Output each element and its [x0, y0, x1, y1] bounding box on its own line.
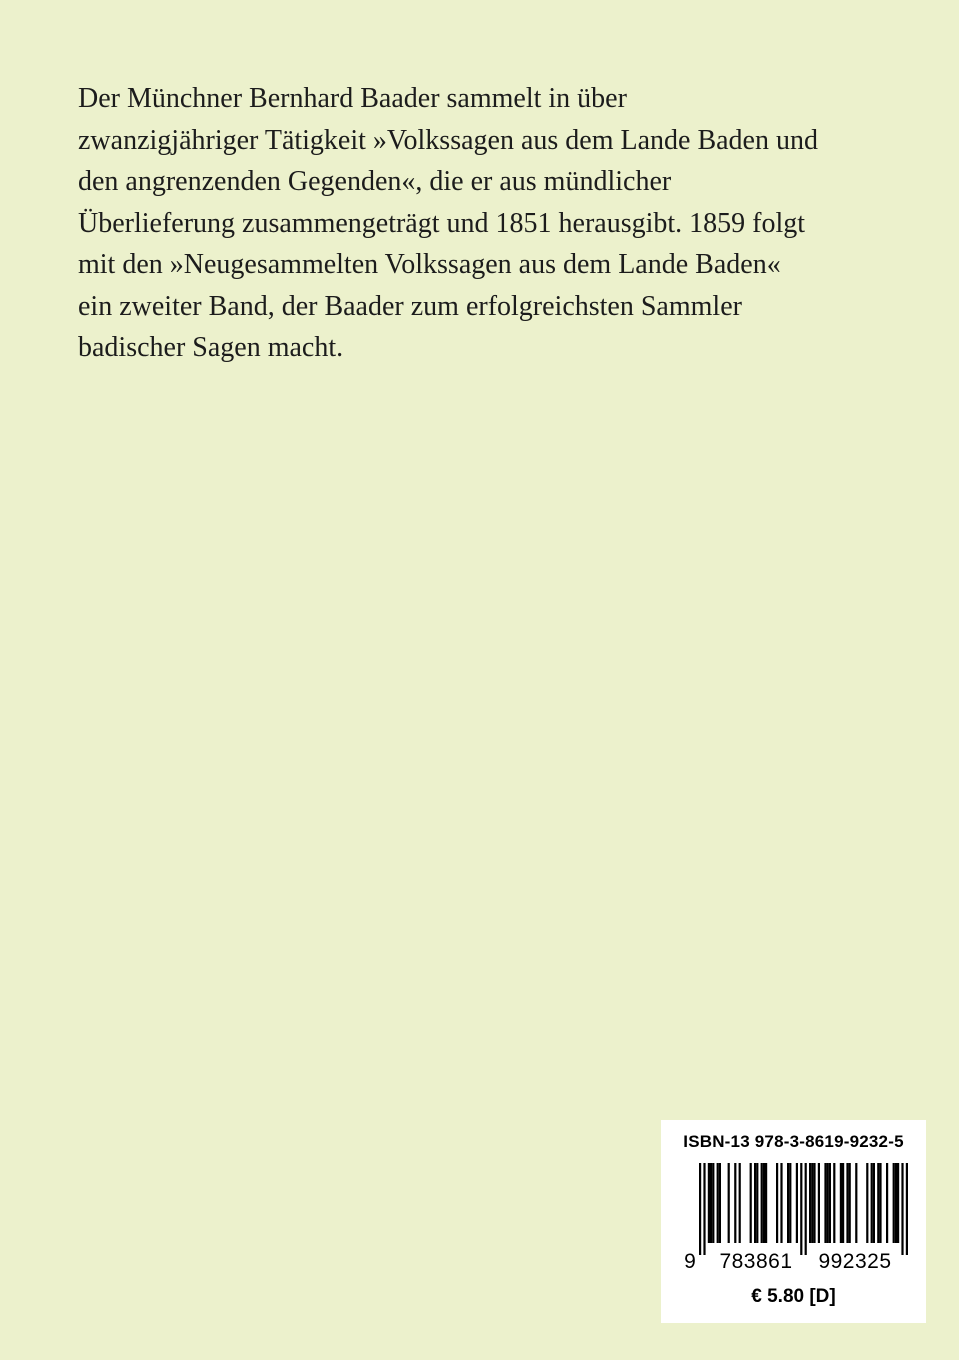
barcode-bar: [750, 1163, 752, 1243]
barcode-bar: [840, 1163, 842, 1243]
barcode-bar: [879, 1163, 881, 1243]
blurb-text: [78, 78, 918, 369]
barcode-bar: [811, 1163, 813, 1243]
barcode-bar: [829, 1163, 831, 1243]
barcode-bar: [728, 1163, 730, 1243]
barcode-bar: [756, 1163, 758, 1243]
barcode-bar: [776, 1163, 778, 1243]
barcode-bar: [710, 1163, 712, 1243]
barcode-digits-right: 992325: [818, 1250, 892, 1273]
price-label: € 5.80 [D]: [751, 1286, 836, 1307]
barcode-bar: [818, 1163, 820, 1243]
barcode-bar: [805, 1163, 807, 1255]
barcode-bar: [763, 1163, 765, 1243]
barcode-bar: [866, 1163, 868, 1243]
barcode-bar: [717, 1163, 719, 1243]
barcode-bar: [703, 1163, 705, 1255]
barcode-bars: [661, 1120, 926, 1280]
barcode-digits-left: 783861: [719, 1250, 793, 1273]
barcode-bar: [886, 1163, 888, 1243]
barcode-bar: [827, 1163, 829, 1243]
barcode-bar: [897, 1163, 899, 1243]
barcode-bar: [809, 1163, 811, 1243]
barcode-bar: [895, 1163, 897, 1243]
barcode-bar: [708, 1163, 710, 1243]
barcode-bar: [813, 1163, 815, 1243]
blurb-line: zwanzigjähriger Tätigkeit »Volkssagen aus dem Lande Baden und: [78, 124, 818, 156]
barcode-bar: [855, 1163, 857, 1243]
barcode-bar: [877, 1163, 879, 1243]
barcode-bar: [796, 1163, 798, 1243]
barcode-box: [661, 1120, 926, 1323]
barcode-bar: [789, 1163, 791, 1243]
blurb-line: badischer Sagen macht.: [78, 332, 344, 363]
barcode-bar: [901, 1163, 903, 1255]
barcode-bar: [824, 1163, 826, 1243]
blurb-line: mit den »Neugesammelten Volkssagen aus dem Lande Baden«: [78, 249, 781, 280]
blurb-line: Überlieferung zusammengeträgt und 1851 herausgibt. 1859 folgt: [78, 207, 806, 239]
barcode-bar: [712, 1163, 714, 1243]
barcode-bar: [719, 1163, 721, 1243]
barcode-bar: [765, 1163, 767, 1243]
barcode-bar: [754, 1163, 756, 1243]
barcode-bar: [780, 1163, 782, 1243]
barcode-bar: [906, 1163, 908, 1255]
isbn-label: ISBN-13 978-3-8619-9232-5: [683, 1132, 904, 1151]
barcode-bar: [833, 1163, 835, 1243]
barcode-bar: [761, 1163, 763, 1243]
barcode-bar: [787, 1163, 789, 1243]
barcode-bar: [699, 1163, 701, 1255]
blurb-line: den angrenzenden Gegenden«, die er aus mündlicher: [78, 166, 672, 197]
blurb-line: Der Münchner Bernhard Baader sammelt in über: [78, 83, 627, 114]
blurb-line: ein zweiter Band, der Baader zum erfolgreichsten Sammler: [78, 290, 742, 322]
barcode-bar: [893, 1163, 895, 1243]
barcode-bar: [800, 1163, 802, 1255]
barcode-bar: [846, 1163, 848, 1243]
barcode-bar: [739, 1163, 741, 1243]
barcode-digit-first: 9: [684, 1250, 696, 1273]
barcode-bar: [871, 1163, 873, 1243]
barcode-bar: [842, 1163, 844, 1243]
barcode-bar: [849, 1163, 851, 1243]
barcode-bar: [873, 1163, 875, 1243]
barcode-bar: [734, 1163, 736, 1243]
